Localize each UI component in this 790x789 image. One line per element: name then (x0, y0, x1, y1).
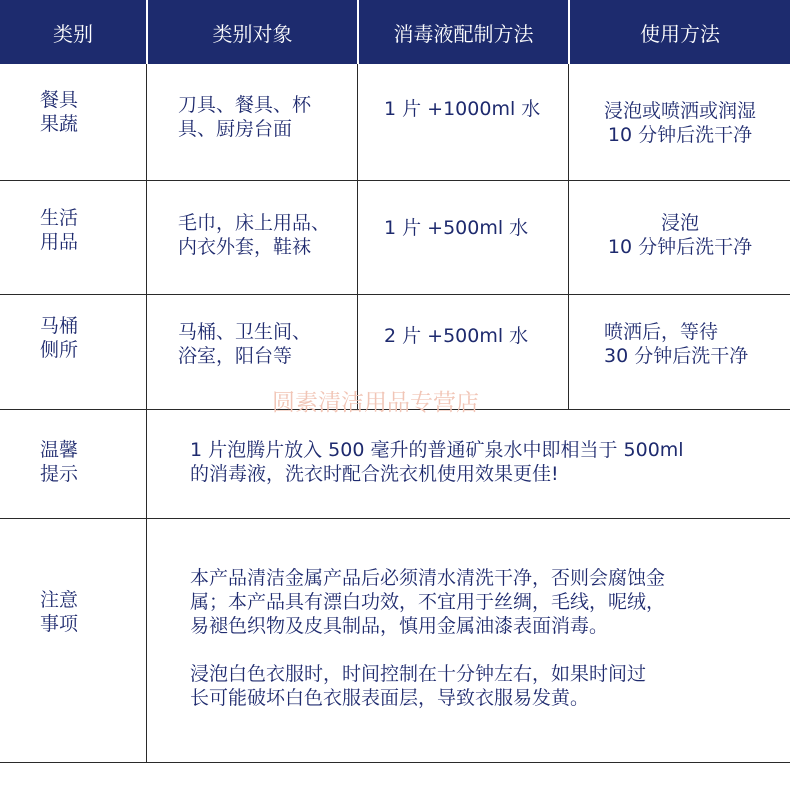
objects-line: 内衣外套，鞋袜 (178, 236, 312, 258)
header-usage: 使用方法 (570, 0, 790, 64)
category-line: 侧所 (40, 339, 79, 361)
row-category (0, 206, 125, 254)
tips-text (190, 438, 760, 486)
notice-text-line: 易褪色织物及皮具制品，慎用金属油漆表面消毒。 (190, 615, 609, 637)
objects-line: 浴室，阳台等 (178, 345, 293, 367)
notice-text-line: 长可能破坏白色衣服表面层，导致衣服易发黄。 (190, 687, 590, 709)
header-category: 类别 (0, 0, 146, 64)
usage-line: 10 分钟后洗干净 (607, 124, 753, 146)
row-objects (178, 320, 358, 368)
tips-label-line: 提示 (40, 463, 79, 485)
notice-paragraph-1 (190, 566, 760, 638)
grid-line (0, 180, 790, 181)
row-mixing: 1 片 +500ml 水 (384, 217, 529, 239)
header-mixing: 消毒液配制方法 (359, 0, 568, 64)
row-category (0, 314, 125, 362)
header-objects: 类别对象 (148, 0, 357, 64)
row-mixing: 1 片 +1000ml 水 (384, 98, 541, 120)
notice-label-line: 事项 (40, 613, 79, 635)
notice-label (0, 588, 125, 636)
row-usage (570, 211, 790, 259)
category-line: 马桶 (40, 315, 79, 337)
objects-line: 刀具、餐具、杯 (178, 94, 312, 116)
category-line: 用品 (40, 231, 79, 253)
grid-line (146, 64, 147, 762)
notice-text-line: 属；本产品具有漂白功效，不宜用于丝绸，毛线，呢绒， (190, 591, 666, 613)
row-usage (570, 99, 790, 147)
row-objects (178, 93, 358, 141)
objects-line: 马桶、卫生间、 (178, 321, 312, 343)
row-mixing: 2 片 +500ml 水 (384, 325, 529, 347)
category-line: 生活 (40, 207, 79, 229)
notice-paragraph-2 (190, 662, 760, 710)
tips-text-line: 1 片泡腾片放入 500 毫升的普通矿泉水中即相当于 500ml (190, 439, 684, 461)
notice-text-line: 浸泡白色衣服时，时间控制在十分钟左右，如果时间过 (190, 663, 647, 685)
row-usage (570, 320, 790, 368)
category-line: 果蔬 (40, 113, 79, 135)
objects-line: 具、厨房台面 (178, 118, 293, 140)
tips-label (0, 438, 125, 486)
usage-line: 浸泡或喷洒或润湿 (603, 100, 756, 122)
objects-line: 毛巾，床上用品、 (178, 212, 331, 234)
row-category (0, 88, 125, 136)
grid-line (0, 294, 790, 295)
category-line: 餐具 (40, 89, 79, 111)
store-watermark: 圆素清洁用品专营店 (272, 390, 479, 416)
notice-text-line: 本产品清洁金属产品后必须清水清洗干净，否则会腐蚀金 (190, 567, 666, 589)
grid-line (0, 762, 790, 763)
tips-text-line: 的消毒液，洗衣时配合洗衣机使用效果更佳! (190, 463, 559, 485)
notice-label-line: 注意 (40, 589, 79, 611)
grid-line (0, 518, 790, 519)
usage-line: 10 分钟后洗干净 (607, 236, 753, 258)
tips-label-line: 温馨 (40, 439, 79, 461)
row-objects (178, 211, 358, 259)
usage-line: 喷洒后，等待 (604, 321, 719, 343)
usage-line: 浸泡 (660, 212, 699, 234)
usage-line: 30 分钟后洗干净 (604, 345, 749, 367)
grid-line (568, 64, 569, 409)
